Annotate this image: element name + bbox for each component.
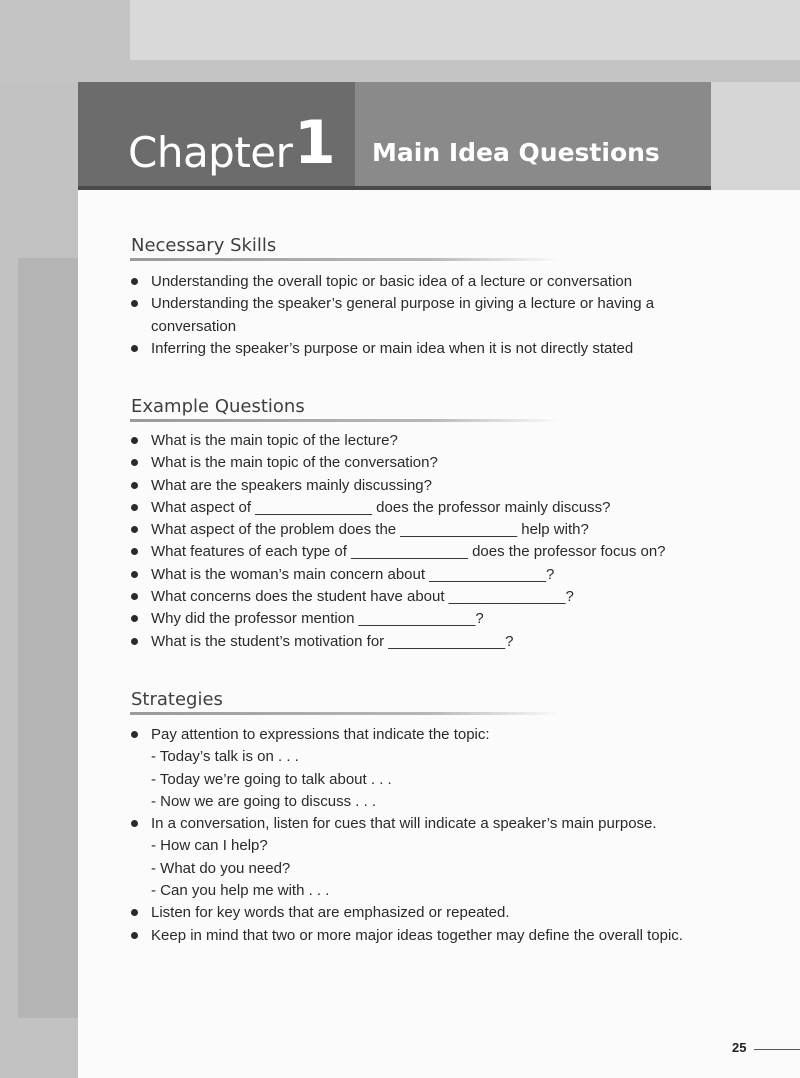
bullet-icon bbox=[131, 571, 138, 578]
list-item-text: What is the main topic of the lecture? bbox=[151, 432, 398, 449]
bullet-icon bbox=[131, 459, 138, 466]
list-item-text: What are the speakers mainly discussing? bbox=[151, 476, 432, 494]
list-item bbox=[130, 813, 690, 902]
section-rule bbox=[130, 712, 560, 715]
list-item-text: Understanding the overall topic or basic idea of a lecture or conversation bbox=[151, 273, 633, 290]
banner-right-panel bbox=[355, 82, 711, 190]
bullet-icon bbox=[131, 593, 138, 600]
chapter-title: Main Idea Questions bbox=[372, 138, 660, 167]
list-item-text: What concerns does the student have about ______________? bbox=[151, 588, 574, 606]
bullet-icon bbox=[131, 615, 138, 622]
list-item bbox=[130, 475, 690, 497]
bullet-icon bbox=[131, 548, 138, 555]
list-item-text: Keep in mind that two or more major ideas together may define the overall topic. bbox=[151, 926, 683, 944]
background-right-strip bbox=[711, 82, 800, 190]
list-item-text: Inferring the speaker’s purpose or main idea when it is not directly stated bbox=[151, 339, 634, 357]
list-item-text: Pay attention to expressions that indicate the topic: bbox=[151, 726, 490, 743]
list-item bbox=[130, 925, 690, 947]
list-item bbox=[130, 452, 690, 474]
list-item bbox=[130, 497, 690, 519]
bullet-icon bbox=[131, 482, 138, 489]
background-top-light bbox=[130, 0, 800, 60]
sub-list-item: - Today’s talk is on . . . bbox=[151, 748, 299, 766]
list-item bbox=[130, 608, 690, 630]
skills-list bbox=[130, 271, 690, 360]
section-title-skills: Necessary Skills bbox=[131, 235, 277, 256]
chapter-number: 1 bbox=[294, 108, 336, 178]
list-item-text: Why did the professor mention ______________? bbox=[151, 610, 484, 628]
list-item bbox=[130, 564, 690, 586]
list-item bbox=[130, 338, 690, 360]
page-number-rule bbox=[754, 1049, 800, 1050]
sub-list bbox=[151, 746, 690, 813]
page-number: 25 bbox=[732, 1040, 747, 1055]
bullet-icon bbox=[131, 504, 138, 511]
sub-list bbox=[151, 835, 690, 902]
examples-list bbox=[130, 430, 690, 653]
bullet-icon bbox=[131, 638, 138, 645]
list-item bbox=[130, 519, 690, 541]
bullet-icon bbox=[131, 820, 138, 827]
sub-list-item: - How can I help? bbox=[151, 837, 268, 855]
list-item-text: What is the student’s motivation for ______________? bbox=[151, 632, 514, 650]
list-item bbox=[130, 271, 690, 293]
strategies-list bbox=[130, 724, 690, 947]
list-item-text: What aspect of ______________ does the professor mainly discuss? bbox=[151, 498, 611, 516]
list-item-text: Listen for key words that are emphasized or repeated. bbox=[151, 904, 510, 922]
sub-list-item: - What do you need? bbox=[151, 859, 291, 877]
bullet-icon bbox=[131, 731, 138, 738]
list-item bbox=[130, 586, 690, 608]
list-item-text: Understanding the speaker’s general purpose in giving a lecture or having a conversation bbox=[151, 295, 655, 335]
bullet-icon bbox=[131, 909, 138, 916]
list-item-text: What is the woman’s main concern about ______________? bbox=[151, 565, 555, 583]
section-title-strategies: Strategies bbox=[131, 689, 223, 710]
list-item bbox=[130, 724, 690, 813]
list-item-text: What features of each type of ______________ does the professor focus on? bbox=[151, 543, 666, 561]
list-item bbox=[130, 541, 690, 563]
sub-list-item: - Can you help me with . . . bbox=[151, 882, 330, 900]
sub-list-item: - Now we are going to discuss . . . bbox=[151, 792, 377, 810]
list-item-text: In a conversation, listen for cues that will indicate a speaker’s main purpose. bbox=[151, 815, 657, 833]
section-rule bbox=[130, 258, 560, 261]
bullet-icon bbox=[131, 300, 138, 307]
list-item bbox=[130, 631, 690, 653]
bullet-icon bbox=[131, 526, 138, 533]
list-item bbox=[130, 902, 690, 924]
bullet-icon bbox=[131, 437, 138, 444]
sub-list-item: - Today we’re going to talk about . . . bbox=[151, 770, 392, 788]
bullet-icon bbox=[131, 932, 138, 939]
list-item bbox=[130, 430, 690, 452]
bullet-icon bbox=[131, 345, 138, 352]
section-title-examples: Example Questions bbox=[131, 396, 305, 417]
list-item-text: What is the main topic of the conversation? bbox=[151, 454, 438, 472]
banner-bottom-rule bbox=[78, 186, 711, 190]
chapter-label: Chapter bbox=[128, 128, 293, 177]
background-left-stripe bbox=[18, 258, 78, 1018]
bullet-icon bbox=[131, 278, 138, 285]
list-item-text: What aspect of the problem does the ______________ help with? bbox=[151, 521, 589, 539]
list-item bbox=[130, 293, 661, 338]
section-rule bbox=[130, 419, 560, 422]
